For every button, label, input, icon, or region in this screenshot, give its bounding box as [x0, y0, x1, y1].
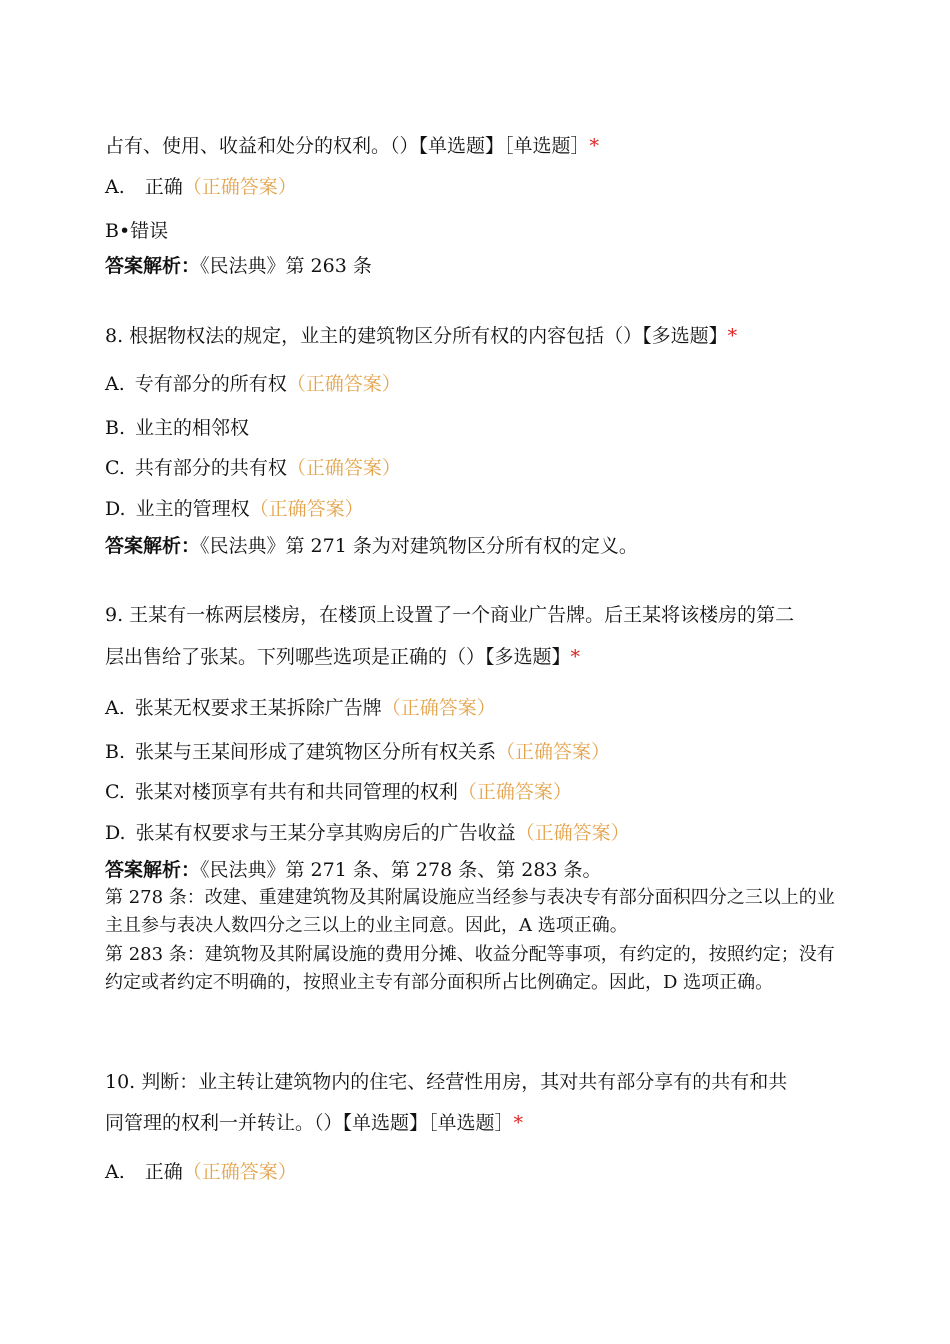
q9-option-c[interactable]: C. 张某对楼顶享有共有和共同管理的权利（正确答案） — [105, 781, 572, 803]
required-mark: * — [513, 1112, 524, 1134]
correct-answer-tag: （正确答案） — [457, 781, 572, 803]
required-mark: * — [727, 325, 738, 347]
q9-option-a[interactable]: A. 张某无权要求王某拆除广告牌（正确答案） — [105, 697, 496, 719]
q8-option-a[interactable]: A. 专有部分的所有权（正确答案） — [105, 373, 401, 395]
q9-note-283: 第 283 条：建筑物及其附属设施的费用分摊、收益分配等事项，有约定的，按照约定；没有约定或者约定不明确的，按照业主专有部分面积所占比例确定。因此，D 选项正确。 — [105, 944, 835, 993]
required-mark: * — [570, 646, 581, 668]
q9-option-d[interactable]: D. 张某有权要求与王某分享其购房后的广告收益（正确答案） — [105, 822, 630, 844]
correct-answer-tag: （正确答案） — [182, 176, 297, 198]
q8-stem: 8. 根据物权法的规定，业主的建筑物区分所有权的内容包括（）【多选题】* — [105, 325, 738, 347]
q7-analysis: 答案解析：《民法典》第 263 条 — [105, 255, 372, 277]
correct-answer-tag: （正确答案） — [496, 741, 611, 763]
q9-stem-line2: 层出售给了张某。下列哪些选项是正确的（）【多选题】* — [105, 646, 581, 668]
correct-answer-tag: （正确答案） — [286, 457, 401, 479]
analysis-label: 答案解析： — [105, 255, 201, 277]
q10-stem-line2: 同管理的权利一并转让。（）【单选题】［单选题］* — [105, 1112, 524, 1134]
q7-option-a[interactable]: A. 正确（正确答案） — [105, 176, 297, 198]
analysis-label: 答案解析： — [105, 859, 201, 881]
q10-option-a[interactable]: A. 正确（正确答案） — [105, 1161, 297, 1183]
q8-option-d[interactable]: D. 业主的管理权（正确答案） — [105, 498, 364, 520]
q10-stem-line1: 10. 判断：业主转让建筑物内的住宅、经营性用房，其对共有部分享有的共有和共 — [105, 1071, 788, 1093]
correct-answer-tag: （正确答案） — [182, 1161, 297, 1183]
q9-analysis: 答案解析：《民法典》第 271 条、第 278 条、第 283 条。 — [105, 859, 602, 881]
q9-note-278: 第 278 条：改建、重建建筑物及其附属设施应当经参与表决专有部分面积四分之三以上的业主且参与表决人数四分之三以上的业主同意。因此，A 选项正确。 — [105, 887, 835, 936]
q7-stem: 占有、使用、收益和处分的权利。（）【单选题】［单选题］* — [105, 135, 600, 157]
correct-answer-tag: （正确答案） — [381, 697, 496, 719]
q8-option-b[interactable]: B. 业主的相邻权 — [105, 417, 250, 439]
q7-option-b[interactable]: B•错误 — [105, 220, 169, 242]
q9-option-b[interactable]: B. 张某与王某间形成了建筑物区分所有权关系（正确答案） — [105, 741, 611, 763]
required-mark: * — [589, 135, 600, 157]
correct-answer-tag: （正确答案） — [515, 822, 630, 844]
q8-analysis: 答案解析：《民法典》第 271 条为对建筑物区分所有权的定义。 — [105, 535, 638, 557]
q8-option-c[interactable]: C. 共有部分的共有权（正确答案） — [105, 457, 401, 479]
analysis-label: 答案解析： — [105, 535, 201, 557]
q9-stem-line1: 9. 王某有一栋两层楼房，在楼顶上设置了一个商业广告牌。后王某将该楼房的第二 — [105, 604, 795, 626]
correct-answer-tag: （正确答案） — [286, 373, 401, 395]
correct-answer-tag: （正确答案） — [249, 498, 364, 520]
